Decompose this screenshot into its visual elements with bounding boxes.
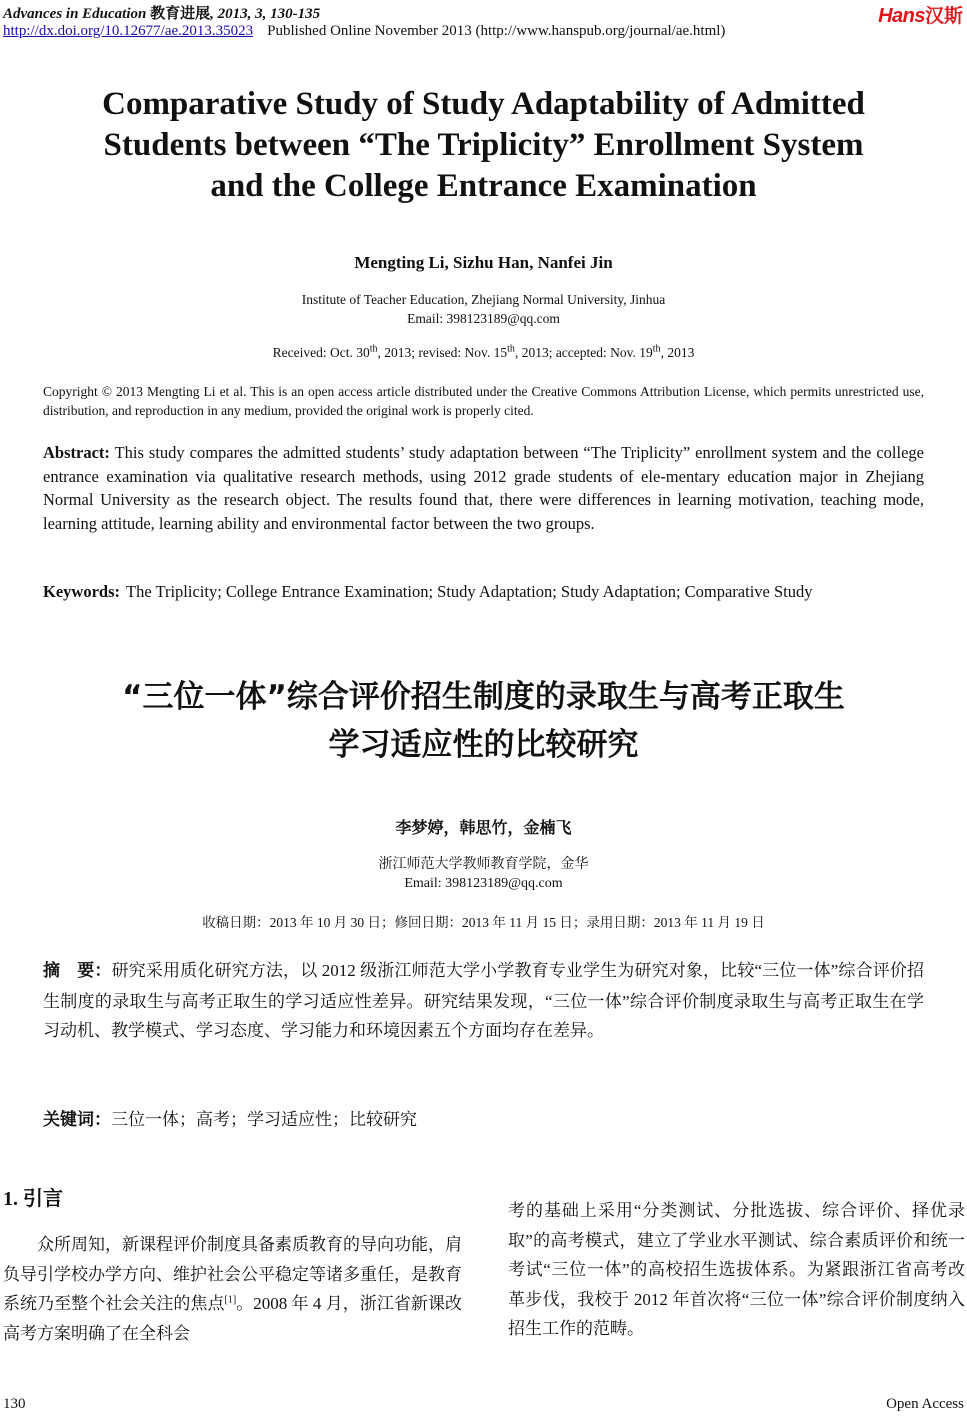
copyright-notice: Copyright © 2013 Mengting Li et al. This is an open access article distributed under the Creative Commons Attribution License, which permits unrestricted use, distribution, and reproduction in any medium, provided the original work is properly cited. bbox=[43, 384, 924, 418]
journal-name: Advances in Education bbox=[3, 6, 147, 22]
abstract-en bbox=[43, 441, 924, 535]
paragraph bbox=[3, 1230, 462, 1348]
body-column-right bbox=[508, 1196, 965, 1344]
citation[interactable]: [1] bbox=[224, 1294, 237, 1306]
paragraph-text: 众所周知，新课程评价制度具备素质教育的导向功能，肩负导引学校办学方向、维护社会公平稳定等诸多重任，是教育系统乃至整个社会关注的焦点 bbox=[3, 1235, 462, 1313]
dates-en bbox=[0, 345, 967, 361]
keywords-text: 三位一体；高考；学习适应性；比较研究 bbox=[111, 1110, 417, 1129]
logo-text-en: Hans bbox=[878, 5, 925, 27]
affiliation-en bbox=[0, 290, 967, 328]
abstract-text: This study compares the admitted students’ study adaptation between “The Triplicity” enrollment system and the college entrance examination via qualitative research methods, using 2012 grade students of ele-mentary education major in Zhejiang Normal University as the research object. The results found that, there were differences in learning motivation, teaching mode, learning attitude, learning ability and environmental factor between the two groups. bbox=[43, 443, 924, 533]
body-column-left bbox=[3, 1230, 462, 1348]
keywords-en bbox=[43, 580, 924, 604]
superscript: th bbox=[652, 343, 661, 355]
logo-text-cn: 汉斯 bbox=[924, 5, 963, 27]
volume-info: , 2013, 3, 130-135 bbox=[210, 6, 321, 22]
journal-name-cn: 教育进展 bbox=[150, 6, 211, 22]
abstract-cn bbox=[43, 956, 924, 1046]
title-line: Comparative Study of Study Adaptability of Admitted bbox=[102, 86, 865, 122]
keywords-cn bbox=[43, 1105, 924, 1130]
section-number: 1. bbox=[3, 1188, 23, 1210]
accepted-date: , 2013; accepted: Nov. 19 bbox=[514, 345, 653, 360]
paragraph-text: 。2008 年 4 月，浙江省新课改高考方案明确了在全科会 bbox=[3, 1294, 463, 1343]
title-line: “三位一体”综合评价招生制度的录取生与高考正取生 bbox=[122, 679, 845, 715]
received-date: Received: Oct. 30 bbox=[272, 345, 370, 360]
revised-date: , 2013; revised: Nov. 15 bbox=[377, 345, 508, 360]
keywords-label: 关键词： bbox=[43, 1110, 111, 1130]
open-access-label: Open Access bbox=[886, 1396, 964, 1412]
paper-title-cn bbox=[40, 673, 927, 769]
title-line: Students between “The Triplicity” Enrollment System bbox=[103, 127, 864, 163]
affiliation-text: Institute of Teacher Education, Zhejiang Normal University, Jinhua bbox=[301, 292, 666, 307]
keywords-label: Keywords: bbox=[43, 582, 120, 601]
journal-header bbox=[3, 2, 320, 23]
authors-cn: 李梦婷，韩思竹，金楠飞 bbox=[395, 818, 572, 837]
publication-line bbox=[3, 23, 725, 40]
section-heading bbox=[3, 1182, 63, 1211]
doi-link[interactable]: http://dx.doi.org/10.12677/ae.2013.35023 bbox=[3, 23, 254, 39]
affiliation-text: 浙江师范大学教师教育学院，金华 bbox=[378, 857, 589, 872]
section-title: 引言 bbox=[23, 1186, 63, 1210]
superscript: th bbox=[369, 343, 378, 355]
email-text: Email: 398123189@qq.com bbox=[404, 876, 563, 891]
paragraph: 考的基础上采用“分类测试、分批选拔、综合评价、择优录取”的高考模式，建立了学业水平测试、综合素质评价和统一考试“三位一体”的高校招生选拔体系。为紧跟浙江省高考改革步伐，我校于 2012 年首次将“三位一体”综合评价制度纳入招生工作的范畴。 bbox=[508, 1201, 965, 1338]
title-line: 学习适应性的比较研究 bbox=[328, 727, 639, 763]
abstract-label: 摘 要： bbox=[43, 961, 112, 981]
dates-cn: 收稿日期：2013 年 10 月 30 日；修回日期：2013 年 11 月 15 日；录用日期：2013 年 11 月 19 日 bbox=[202, 915, 765, 930]
email-text: Email: 398123189@qq.com bbox=[407, 311, 560, 326]
published-online: Published Online November 2013 (http://www.hanspub.org/journal/ae.html) bbox=[267, 23, 726, 39]
affiliation-cn bbox=[0, 855, 967, 893]
title-line: and the College Entrance Examination bbox=[210, 168, 757, 204]
superscript: th bbox=[507, 343, 515, 355]
authors-en: Mengting Li, Sizhu Han, Nanfei Jin bbox=[354, 253, 613, 272]
abstract-label: Abstract: bbox=[43, 443, 110, 462]
keywords-text: The Triplicity; College Entrance Examination; Study Adaptation; Study Adaptation; Comparative Study bbox=[126, 582, 813, 601]
paper-title-en bbox=[40, 84, 927, 207]
abstract-text: 研究采用质化研究方法，以 2012 级浙江师范大学小学教育专业学生为研究对象，比较“三位一体”综合评价招生制度的录取生与高考正取生的学习适应性差异。研究结果发现，“三位一体”综合评价制度录取生与高考正取生在学习动机、教学模式、学习态度、学习能力和环境因素五个方面均存在差异。 bbox=[43, 961, 925, 1040]
accepted-year: , 2013 bbox=[660, 345, 695, 360]
page-number: 130 bbox=[3, 1396, 26, 1412]
hans-logo bbox=[878, 1, 963, 28]
